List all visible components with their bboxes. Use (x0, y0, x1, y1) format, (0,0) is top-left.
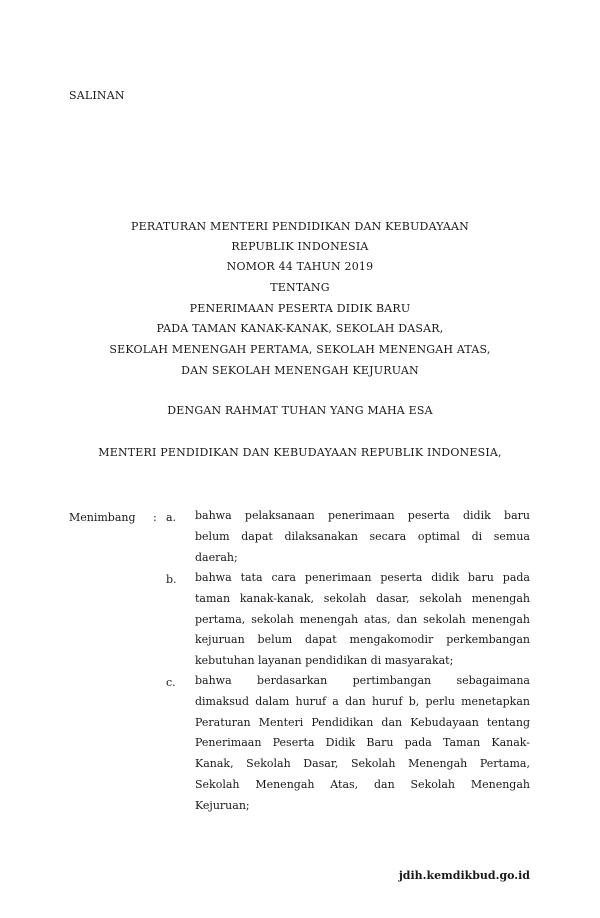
title-line: PENERIMAAN PESERTA DIDIK BARU (189, 302, 411, 315)
item-marker: a. (166, 511, 177, 524)
title-line: TENTANG (270, 281, 330, 294)
salinan-label: SALINAN (69, 89, 125, 102)
item-line: Peraturan Menteri Pendidikan dan Kebudayaan tentang (195, 715, 530, 729)
item-line: Sekolah Menengah Atas, dan Sekolah Menengah (195, 777, 530, 791)
item-line: kejuruan belum dapat mengakomodir perkembangan (195, 633, 530, 647)
footer-site-link[interactable]: jdih.kemdikbud.go.id (398, 869, 530, 882)
item-line: kebutuhan layanan pendidikan di masyarakat; (195, 654, 454, 668)
list-item (195, 671, 530, 817)
item-line: pertama, sekolah menengah atas, dan sekolah menengah (195, 612, 530, 626)
title-line: PADA TAMAN KANAK-KANAK, SEKOLAH DASAR, (156, 322, 444, 335)
list-item (195, 568, 530, 672)
menimbang-label: Menimbang (69, 511, 136, 524)
title-line: SEKOLAH MENENGAH PERTAMA, SEKOLAH MENENGAH ATAS, (109, 343, 491, 356)
item-marker: b. (166, 573, 177, 586)
menimbang-colon: : (153, 511, 157, 524)
title-line: PERATURAN MENTERI PENDIDIKAN DAN KEBUDAYAAN (131, 220, 469, 233)
item-line: Penerimaan Peserta Didik Baru pada Taman Kanak- (195, 736, 530, 750)
item-line: Kanak, Sekolah Dasar, Sekolah Menengah Pertama, (195, 757, 530, 771)
title-line: DAN SEKOLAH MENENGAH KEJURUAN (181, 364, 419, 377)
title-line: NOMOR 44 TAHUN 2019 (226, 260, 374, 273)
item-line: bahwa tata cara penerimaan peserta didik baru pada (195, 571, 530, 584)
title-line: REPUBLIK INDONESIA (231, 240, 369, 253)
item-line: bahwa pelaksanaan penerimaan peserta didik baru (195, 509, 530, 522)
item-line: daerah; (195, 550, 238, 564)
list-item (195, 506, 530, 568)
authority: MENTERI PENDIDIKAN DAN KEBUDAYAAN REPUBLIK INDONESIA, (98, 446, 502, 459)
item-line: bahwa berdasarkan pertimbangan sebagaimana (195, 674, 530, 687)
invocation: DENGAN RAHMAT TUHAN YANG MAHA ESA (167, 404, 433, 417)
item-line: belum dapat dilaksanakan secara optimal di semua (195, 529, 530, 543)
item-line: taman kanak-kanak, sekolah dasar, sekolah menengah (195, 591, 530, 605)
item-line: Kejuruan; (195, 798, 250, 812)
item-marker: c. (166, 676, 176, 689)
item-line: dimaksud dalam huruf a dan huruf b, perlu menetapkan (195, 694, 530, 708)
